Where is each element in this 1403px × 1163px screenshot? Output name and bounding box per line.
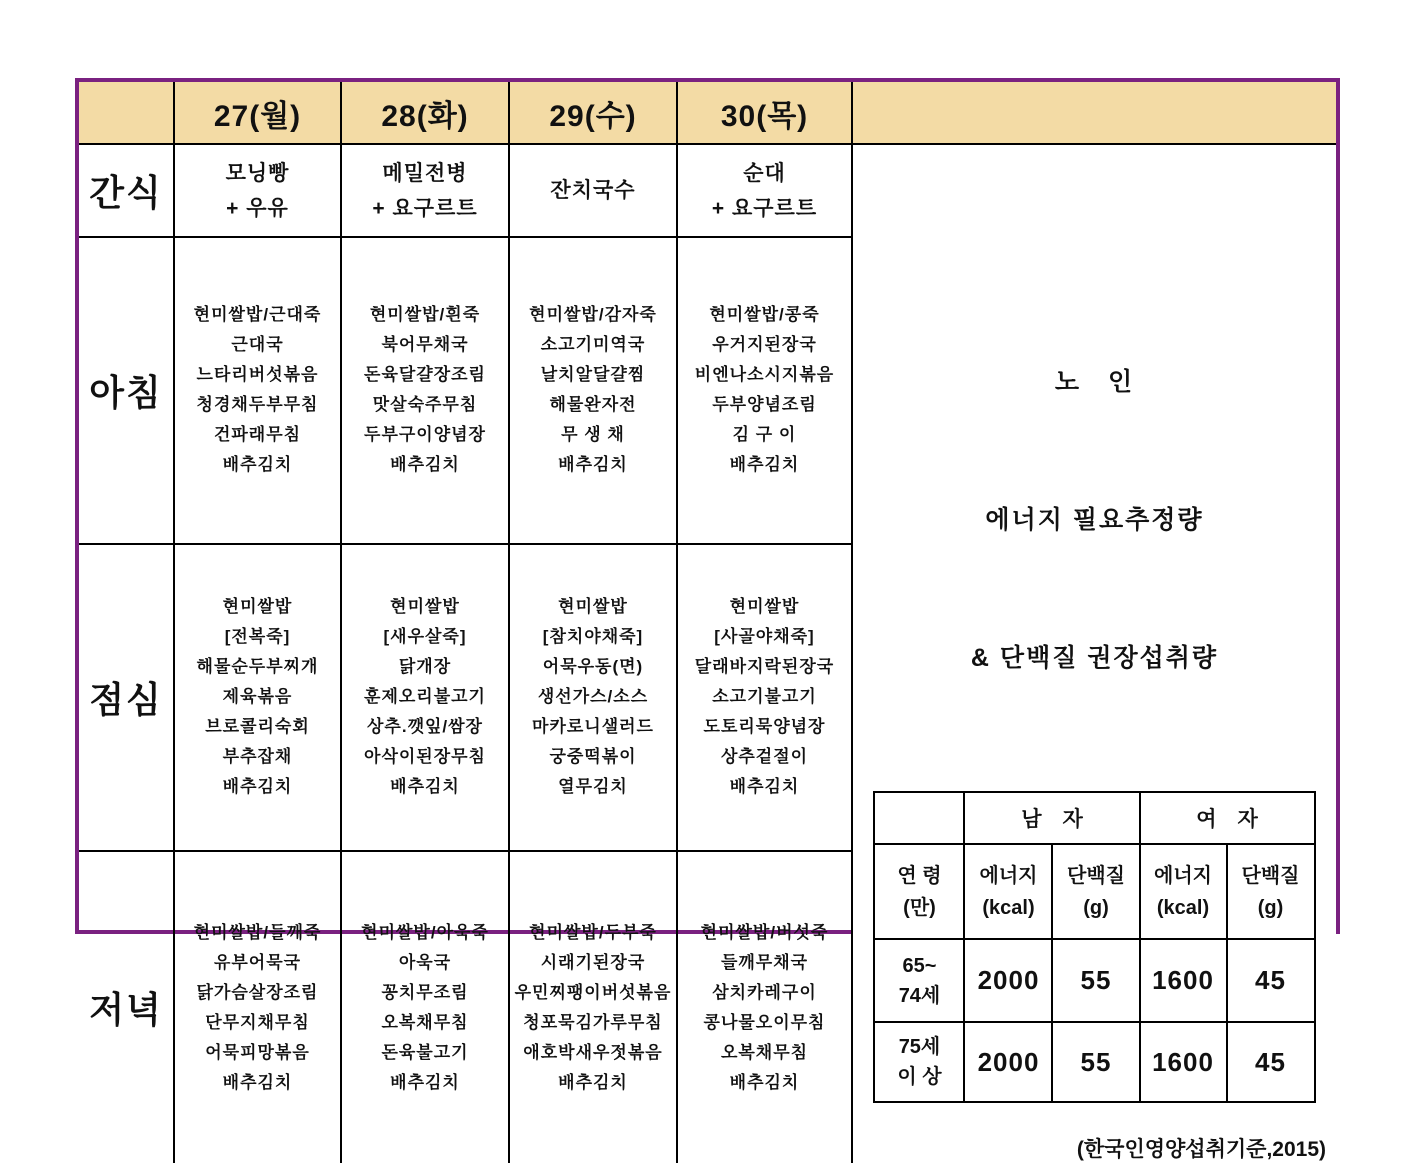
meal-plan-sheet bbox=[75, 78, 1340, 1161]
snack-cell-thu: 순대 + 요구르트 bbox=[677, 144, 852, 237]
day-header-thu: 30(목) bbox=[677, 82, 852, 144]
info-panel bbox=[852, 144, 1336, 1163]
breakfast-cell-tue: 현미쌀밥/흰죽 북어무채국 돈육달걀장조림 맛살숙주무침 두부구이양념장 배추김치 bbox=[341, 237, 509, 543]
row-label-snack: 간식 bbox=[79, 144, 174, 237]
lunch-cell-thu: 현미쌀밥 [사골야채죽] 달래바지락된장국 소고기불고기 도토리묵양념장 상추겉절이 배추김치 bbox=[677, 544, 852, 852]
breakfast-cell-mon: 현미쌀밥/근대죽 근대국 느타리버섯볶음 청경채두부무침 건파래무침 배추김치 bbox=[174, 237, 341, 543]
breakfast-cell-wed: 현미쌀밥/감자죽 소고기미역국 날치알달걀찜 해물완자전 무 생 채 배추김치 bbox=[509, 237, 677, 543]
nutrition-subheader-row bbox=[874, 844, 1314, 939]
male-protein-65-74: 55 bbox=[1052, 939, 1139, 1022]
info-title-line-3: & 단백질 권장섭취량 bbox=[970, 644, 1219, 672]
info-title-line-1: 노 인 bbox=[1054, 368, 1135, 396]
snack-cell-tue: 메밀전병 + 요구르트 bbox=[341, 144, 509, 237]
day-header-mon: 27(월) bbox=[174, 82, 341, 144]
female-energy-header: 에너지 (kcal) bbox=[1140, 844, 1227, 939]
row-label-dinner: 저녁 bbox=[79, 851, 174, 1163]
snack-cell-mon: 모닝빵 + 우유 bbox=[174, 144, 341, 237]
source-footnote: (한국인영양섭취기준,2015) bbox=[1076, 1138, 1326, 1161]
corner-cell bbox=[79, 82, 174, 144]
female-energy-65-74: 1600 bbox=[1140, 939, 1227, 1022]
male-protein-header: 단백질 (g) bbox=[1052, 844, 1139, 939]
breakfast-cell-thu: 현미쌀밥/콩죽 우거지된장국 비엔나소시지볶음 두부양념조림 김 구 이 배추김치 bbox=[677, 237, 852, 543]
header-spacer-cell bbox=[852, 82, 1336, 144]
snack-row bbox=[79, 144, 1336, 237]
lunch-cell-mon: 현미쌀밥 [전복죽] 해물순두부찌개 제육볶음 브로콜리숙회 부추잡채 배추김치 bbox=[174, 544, 341, 852]
snack-cell-wed: 잔치국수 bbox=[509, 144, 677, 237]
nutrition-row-65-74 bbox=[874, 939, 1314, 1022]
info-panel-title bbox=[853, 267, 1336, 773]
age-75-plus-cell: 75세 이 상 bbox=[874, 1022, 964, 1102]
female-energy-75-plus: 1600 bbox=[1140, 1022, 1227, 1102]
male-protein-75-plus: 55 bbox=[1052, 1022, 1139, 1102]
dinner-cell-wed: 현미쌀밥/두부죽 시래기된장국 우민찌팽이버섯볶음 청포묵김가루무침 애호박새우젓볶음 배추김치 bbox=[509, 851, 677, 1163]
lunch-cell-tue: 현미쌀밥 [새우살죽] 닭개장 훈제오리불고기 상추.깻잎/쌈장 아삭이된장무침 배추김치 bbox=[341, 544, 509, 852]
date-header-row bbox=[79, 82, 1336, 144]
female-protein-75-plus: 45 bbox=[1227, 1022, 1315, 1102]
day-header-tue: 28(화) bbox=[341, 82, 509, 144]
age-65-74-cell: 65~ 74세 bbox=[874, 939, 964, 1022]
row-label-breakfast: 아침 bbox=[79, 237, 174, 543]
menu-table bbox=[79, 82, 1336, 1163]
nutrition-row-75-plus bbox=[874, 1022, 1314, 1102]
row-label-lunch: 점심 bbox=[79, 544, 174, 852]
gender-header-female: 여 자 bbox=[1140, 792, 1315, 844]
dinner-cell-mon: 현미쌀밥/들깨죽 유부어묵국 닭가슴살장조림 단무지채무침 어묵피망볶음 배추김치 bbox=[174, 851, 341, 1163]
age-header-cell: 연 령 (만) bbox=[874, 844, 964, 939]
male-energy-header: 에너지 (kcal) bbox=[964, 844, 1052, 939]
nutrition-table bbox=[873, 791, 1315, 1103]
nutrition-gender-row bbox=[874, 792, 1314, 844]
dinner-cell-thu: 현미쌀밥/버섯죽 들깨무채국 삼치카레구이 콩나물오이무침 오복채무침 배추김치 bbox=[677, 851, 852, 1163]
dinner-cell-tue: 현미쌀밥/아욱죽 아욱국 꽁치무조림 오복채무침 돈육불고기 배추김치 bbox=[341, 851, 509, 1163]
male-energy-75-plus: 2000 bbox=[964, 1022, 1052, 1102]
female-protein-65-74: 45 bbox=[1227, 939, 1315, 1022]
female-protein-header: 단백질 (g) bbox=[1227, 844, 1315, 939]
day-header-wed: 29(수) bbox=[509, 82, 677, 144]
lunch-cell-wed: 현미쌀밥 [참치야채죽] 어묵우동(면) 생선가스/소스 마카로니샐러드 궁중떡볶이 열무김치 bbox=[509, 544, 677, 852]
nutrition-corner-cell bbox=[874, 792, 964, 844]
gender-header-male: 남 자 bbox=[964, 792, 1139, 844]
male-energy-65-74: 2000 bbox=[964, 939, 1052, 1022]
info-title-line-2: 에너지 필요추정량 bbox=[985, 506, 1204, 534]
